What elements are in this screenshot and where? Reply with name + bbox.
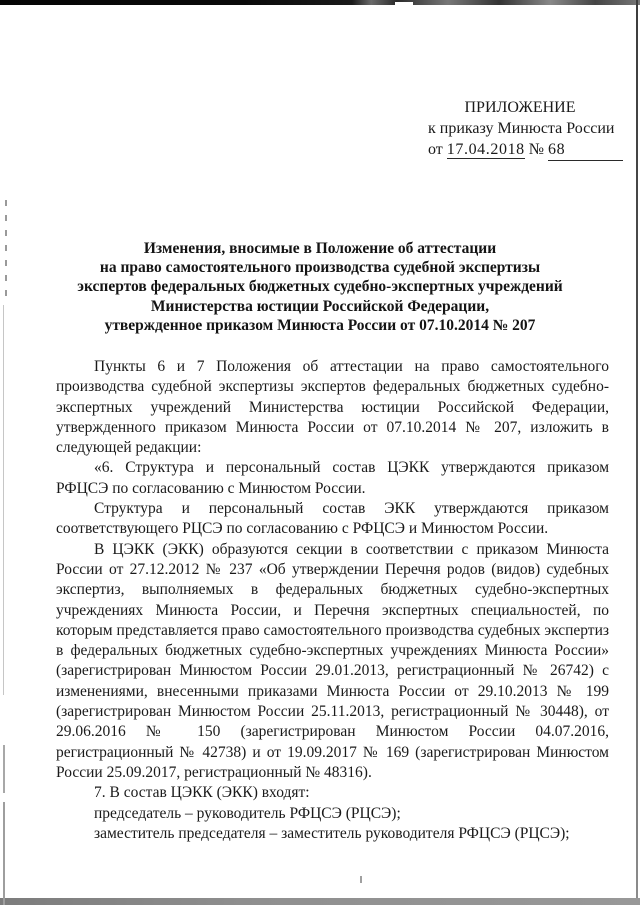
- paragraph-item-6-cekk: «6. Структура и персональный состав ЦЭКК утверждаются приказом РФЦСЭ по согласованию с Минюстом России.: [56, 459, 609, 497]
- date-value: 17.04.2018: [446, 141, 525, 158]
- scan-artifact-top-edge: [0, 0, 640, 5]
- date-prefix-label: от: [428, 141, 443, 158]
- paragraph-points-6-7: Пункты 6 и 7 Положения об аттестации на право самостоятельного производства судебной экспертизы экспертов федеральных бюджетных судебно-экспертных учреждений Министерства юстиции Российской Федерации, утвержденного приказом Минюста России от 07.10.2014 № 207, изложить в следующей редакции:: [56, 358, 609, 457]
- document-body: [56, 357, 609, 844]
- appendix-header: [428, 97, 615, 161]
- scan-artifact-speck: [360, 876, 362, 883]
- title-line-5: утвержденное приказом Минюста России от 07.10.2014 № 207: [104, 316, 536, 334]
- title-line-2: на право самостоятельного производства судебной экспертизы: [99, 259, 541, 277]
- appendix-order-line: к приказу Минюста России: [428, 120, 615, 137]
- scan-artifact-right-edge: [636, 0, 638, 905]
- paragraph-ekk-structure: Структура и персональный состав ЭКК утверждаются приказом соответствующего РЦСЭ по согласованию с РФЦСЭ и Минюстом России.: [56, 500, 609, 538]
- title-line-1: Изменения, вносимые в Положение об аттестации: [143, 240, 497, 257]
- scan-artifact-top-gap: [395, 2, 413, 5]
- scan-artifact-left-segment-2: [3, 802, 5, 905]
- document-title: [38, 239, 602, 335]
- scan-artifact-left-dashes: [5, 200, 7, 300]
- scan-artifact-left-segment-1: [3, 745, 5, 793]
- scan-artifact-left-line: [3, 305, 4, 695]
- scan-artifact-bottom-edge: [0, 898, 640, 905]
- title-line-3: экспертов федеральных бюджетных судебно-экспертных учреждений: [77, 278, 563, 296]
- paragraph-deputy-chairman: заместитель председателя – заместитель руководителя РФЦСЭ (РЦСЭ);: [94, 824, 570, 842]
- number-sign: №: [528, 141, 545, 158]
- appendix-date-line: [428, 139, 612, 161]
- appendix-label: ПРИЛОЖЕНИЕ: [464, 99, 576, 116]
- paragraph-item-7-composition: 7. В состав ЦЭКК (ЭКК) входят:: [94, 784, 310, 802]
- title-line-4: Министерства юстиции Российской Федерации,: [150, 297, 490, 315]
- number-value: 68: [548, 139, 623, 161]
- paragraph-chairman: председатель – руководитель РФЦСЭ (РЦСЭ);: [94, 804, 401, 822]
- paragraph-sections-order-237: В ЦЭКК (ЭКК) образуются секции в соответствии с приказом Минюста России от 27.12.2012 № 237 «Об утверждении Перечня родов (видов) судебных экспертиз, выполняемых в федеральных бюджетных судебно-экспертных учреждениях Минюста России, и Перечня экспертных специальностей, по которым представляется право самостоятельного производства судебных экспертиз в федеральных бюджетных судебно-экспертных учреждениях Минюста России» (зарегистрирован Минюстом России 29.01.2013, регистрационный № 26742) с изменениями, внесенными приказами Минюста России от 29.10.2013 № 199 (зарегистрирован Минюстом России 25.11.2013, регистрационный № 30448), от 29.06.2016 № 150 (зарегистрирован Минюстом России 04.07.2016, регистрационный № 42738) и от 19.09.2017 № 169 (зарегистрирован Минюстом России 25.09.2017, регистрационный № 48316).: [56, 540, 609, 781]
